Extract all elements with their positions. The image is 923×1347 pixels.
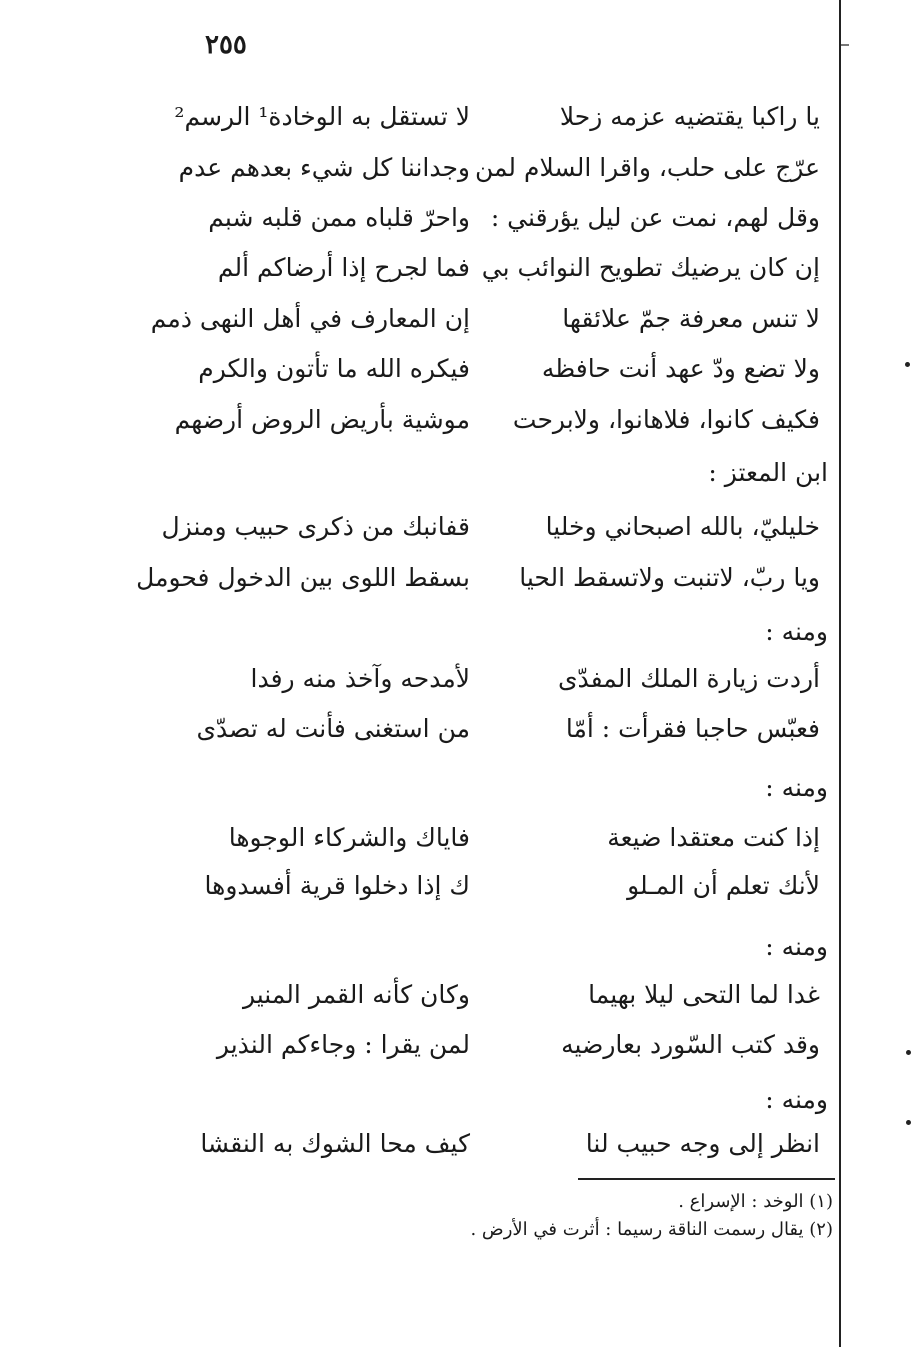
hemistich-first: يا راكبا يقتضيه عزمه زحلا [559,102,820,131]
hemistich-first: إذا كنت معتقدا ضيعة [607,823,820,852]
hemistich-first: فكيف كانوا، فلاهانوا، ولابرحت [512,405,820,434]
hemistich-first: انظر إلى وجه حبيب لنا [585,1129,820,1158]
couplet [130,253,830,309]
section-heading: ومنه : [765,773,828,802]
hemistich-second: ك إذا دخلوا قرية أفسدوها [204,871,470,900]
couplet [130,1129,830,1185]
couplet [130,714,830,770]
section-heading: ومنه : [765,932,828,961]
edge-dot [906,1120,911,1125]
hemistich-first: وقد كتب السّورد بعارضيه [561,1030,820,1059]
hemistich-first: غدا لما التحى ليلا بهيما [588,980,820,1009]
couplet [130,153,830,209]
couplet [130,563,830,619]
hemistich-first: إن كان يرضيك تطويح النوائب بي [481,253,820,282]
page-number: ٢٥٥ [205,30,247,60]
hemistich-second: فاياك والشركاء الوجوها [228,823,470,852]
hemistich-second: إن المعارف في أهل النهى ذمم [150,304,470,333]
hemistich-first: أردت زيارة الملك المفدّى [557,664,820,693]
hemistich-second: بسقط اللوى بين الدخول فحومل [136,563,470,592]
couplet [130,354,830,410]
hemistich-second: وكان كأنه القمر المنير [242,980,470,1009]
hemistich-second: موشية بأريض الروض أرضهم [174,405,470,434]
hemistich-second: قفانبك من ذكرى حبيب ومنزل [161,512,470,541]
hemistich-first: ولا تضع ودّ عهد أنت حافظه [541,354,820,383]
hemistich-second: من استغنى فأنت له تصدّى [196,714,470,743]
hemistich-second: فما لجرح إذا أرضاكم ألم [217,253,470,282]
edge-mark [841,44,849,46]
section-heading: ومنه : [765,617,828,646]
section-heading: ابن المعتز : [708,458,828,487]
footnote: (٢) يقال رسمت الناقة رسيما : أثرت في الأرض . [470,1219,833,1240]
hemistich-second: واحرّ قلباه ممن قلبه شبم [208,203,470,232]
hemistich-first: وقل لهم، نمت عن ليل يؤرقني : [490,203,820,232]
couplet [130,980,830,1036]
hemistich-first: عرّج على حلب، واقرا السلام لمن [474,153,820,182]
couplet [130,512,830,568]
hemistich-first: فعبّس حاجبا فقرأت : أمّا [565,714,820,743]
couplet [130,871,830,927]
hemistich-second: فيكره الله ما تأتون والكرم [198,354,470,383]
section-heading: ومنه : [765,1085,828,1114]
couplet [130,405,830,461]
couplet [130,664,830,720]
edge-dot [906,1050,911,1055]
hemistich-first: خليليّ، بالله اصبحاني وخليا [545,512,820,541]
couplet [130,304,830,360]
hemistich-second: لمن يقرا : وجاءكم النذير [216,1030,470,1059]
hemistich-second: لأمدحه وآخذ منه رفدا [250,664,470,693]
page-edge-rule [839,0,841,1347]
edge-dot [905,362,910,367]
footnote: (١) الوخد : الإسراع . [678,1191,833,1212]
couplet [130,203,830,259]
hemistich-first: ويا ربّ، لاتنبت ولاتسقط الحيا [519,563,820,592]
footnote-rule [578,1178,835,1180]
couplet [130,102,830,158]
hemistich-second: لا تستقل به الوخادة¹ الرسم² [174,102,470,131]
hemistich-first: لا تنس معرفة جمّ علائقها [562,304,820,333]
couplet [130,1030,830,1086]
hemistich-second: كيف محا الشوك به النقشا [200,1129,470,1158]
hemistich-first: لأنك تعلم أن المـلو [627,871,820,900]
hemistich-second: وجداننا كل شيء بعدهم عدم [178,153,470,182]
